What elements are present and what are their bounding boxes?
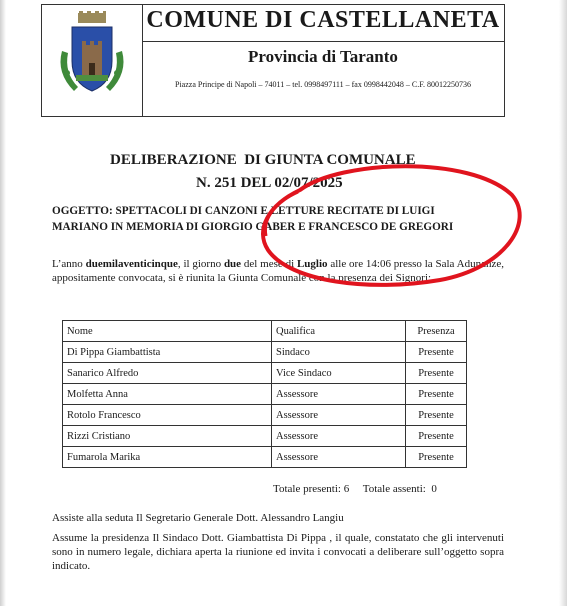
member-name: Di Pippa Giambattista xyxy=(63,342,272,363)
attendance-table xyxy=(62,320,467,468)
member-name: Rotolo Francesco xyxy=(63,405,272,426)
member-role: Assessore xyxy=(272,447,406,468)
member-role: Assessore xyxy=(272,384,406,405)
intro-text-2: , il giorno xyxy=(177,258,224,270)
deliberation-number: N. 251 DEL 02/07/2025 xyxy=(196,175,343,191)
member-role: Sindaco xyxy=(272,342,406,363)
presidency-paragraph: Assume la presidenza Il Sindaco Dott. Giambattista Di Pippa , il quale, constatato che gli intervenuti sono in numero legale, dichiara aperta la riunione ed invita i convocati a deliberare sull’oggetto sopra indicato. xyxy=(52,532,504,572)
municipality-title: COMUNE DI CASTELLANETA xyxy=(146,7,500,33)
subject-line-2: MARIANO IN MEMORIA DI GIORGIO GABER E FRANCESCO DE GREGORI xyxy=(52,221,454,233)
member-presence: Presente xyxy=(406,384,467,405)
intro-day: due xyxy=(223,258,242,270)
member-name: Molfetta Anna xyxy=(63,384,272,405)
subject-line-1: OGGETTO: SPETTACOLI DI CANZONI E LETTURE RECITATE DI LUIGI xyxy=(52,205,435,217)
attendance-totals: Totale presenti: 6 Totale assenti: 0 xyxy=(273,483,437,495)
deliberation-heading: DELIBERAZIONE DI GIUNTA COMUNALE xyxy=(110,152,416,168)
table-header-row xyxy=(63,321,467,342)
title-divider xyxy=(142,41,504,42)
crest-cell xyxy=(42,5,143,116)
province-name: Provincia di Taranto xyxy=(248,47,398,66)
member-name: Fumarola Marika xyxy=(63,447,272,468)
member-presence: Presente xyxy=(406,405,467,426)
member-presence: Presente xyxy=(406,447,467,468)
column-header-role: Qualifica xyxy=(272,321,406,342)
intro-month: Luglio xyxy=(296,258,328,270)
table-row xyxy=(63,426,467,447)
member-presence: Presente xyxy=(406,426,467,447)
intro-paragraph xyxy=(52,257,504,285)
intro-text-4: alle ore 14:06 presso la Sala Adunanze, appositamente convocata, si è riunita la Giunta Comunale con la presenza dei Signori: xyxy=(52,258,504,284)
column-header-presence: Presenza xyxy=(406,321,467,342)
page-edge-right xyxy=(559,0,567,606)
member-role: Assessore xyxy=(272,426,406,447)
table-row xyxy=(63,363,467,384)
subject xyxy=(52,203,522,235)
table-row xyxy=(63,447,467,468)
member-presence: Presente xyxy=(406,342,467,363)
column-header-name: Nome xyxy=(63,321,272,342)
member-name: Rizzi Cristiano xyxy=(63,426,272,447)
table-row xyxy=(63,342,467,363)
coat-of-arms-icon xyxy=(52,11,132,101)
table-row xyxy=(63,405,467,426)
letterhead xyxy=(41,4,505,117)
intro-text-1: L’anno xyxy=(52,258,86,270)
member-name: Sanarico Alfredo xyxy=(63,363,272,384)
intro-year: duemilaventicinque xyxy=(85,258,178,270)
contact-address: Piazza Principe di Napoli – 74011 – tel. 0998497111 – fax 0998442048 – C.F. 80012250736 xyxy=(175,80,471,89)
page-edge-left xyxy=(0,0,6,606)
member-role: Assessore xyxy=(272,405,406,426)
secretary-line: Assiste alla seduta Il Segretario Generale Dott. Alessandro Langiu xyxy=(52,512,344,524)
table-row xyxy=(63,384,467,405)
member-presence: Presente xyxy=(406,363,467,384)
member-role: Vice Sindaco xyxy=(272,363,406,384)
intro-text-3: del mese di xyxy=(241,258,297,270)
